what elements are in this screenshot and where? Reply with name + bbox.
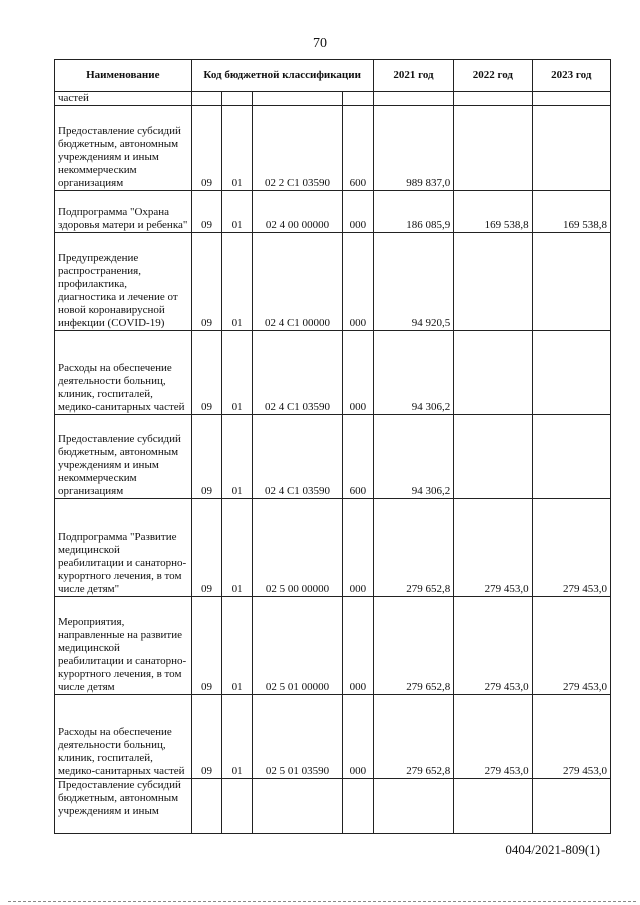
row-chapter: 09 — [191, 415, 222, 499]
row-name: Расходы на обеспечение деятельности больниц, клиник, госпиталей, медико-санитарных частей — [55, 695, 192, 779]
row-target-code: 02 4 C1 03590 — [253, 331, 343, 415]
budget-table — [54, 59, 611, 834]
row-expense-type: 600 — [343, 106, 374, 191]
row-subsection: 01 — [222, 106, 253, 191]
row-name: Предоставление субсидий бюджетным, автономным учреждениям и иным некоммерческим организациям — [55, 106, 192, 191]
row-subsection — [222, 779, 253, 834]
row-2021: 186 085,9 — [373, 191, 453, 233]
bottom-divider — [8, 901, 636, 902]
document-code: 0404/2021-809(1) — [505, 842, 600, 857]
row-chapter: 09 — [191, 695, 222, 779]
table-row — [55, 415, 611, 499]
row-2023 — [532, 233, 610, 331]
table-row — [55, 191, 611, 233]
row-name: Мероприятия, направленные на развитие медицинской реабилитации и санаторно-курортного лечения, в том числе детям — [55, 597, 192, 695]
row-target-code: 02 2 C1 03590 — [253, 106, 343, 191]
table-row — [55, 106, 611, 191]
table-header-row — [55, 60, 611, 92]
header-code: Код бюджетной классификации — [191, 60, 373, 92]
header-2021: 2021 год — [373, 60, 453, 92]
row-target-code: 02 4 C1 03590 — [253, 415, 343, 499]
header-2023: 2023 год — [532, 60, 610, 92]
continuation-row — [55, 92, 611, 106]
row-target-code: 02 5 01 03590 — [253, 695, 343, 779]
row-2023 — [532, 415, 610, 499]
row-target-code: 02 4 00 00000 — [253, 191, 343, 233]
row-target-code: 02 4 C1 00000 — [253, 233, 343, 331]
row-2023 — [532, 106, 610, 191]
row-name: Подпрограмма "Развитие медицинской реабилитации и санаторно-курортного лечения, в том числе детям" — [55, 499, 192, 597]
row-chapter — [191, 779, 222, 834]
row-2021: 989 837,0 — [373, 106, 453, 191]
row-2021: 279 652,8 — [373, 695, 453, 779]
row-subsection: 01 — [222, 415, 253, 499]
row-2023: 279 453,0 — [532, 597, 610, 695]
row-subsection: 01 — [222, 233, 253, 331]
table-row — [55, 597, 611, 695]
row-2021: 94 306,2 — [373, 331, 453, 415]
row-2021: 279 652,8 — [373, 499, 453, 597]
row-2022: 279 453,0 — [454, 597, 532, 695]
page-number: 70 — [313, 36, 327, 51]
row-2022 — [454, 233, 532, 331]
row-chapter: 09 — [191, 331, 222, 415]
row-chapter: 09 — [191, 597, 222, 695]
row-subsection: 01 — [222, 331, 253, 415]
row-chapter: 09 — [191, 499, 222, 597]
row-2022 — [454, 331, 532, 415]
row-name: Расходы на обеспечение деятельности больниц, клиник, госпиталей, медико-санитарных частей — [55, 331, 192, 415]
row-target-code: 02 5 00 00000 — [253, 499, 343, 597]
row-subsection: 01 — [222, 191, 253, 233]
row-2022 — [454, 415, 532, 499]
row-2022: 279 453,0 — [454, 499, 532, 597]
row-subsection: 01 — [222, 499, 253, 597]
row-expense-type: 600 — [343, 415, 374, 499]
table-row — [55, 499, 611, 597]
row-chapter: 09 — [191, 191, 222, 233]
row-2023: 279 453,0 — [532, 695, 610, 779]
row-2023: 169 538,8 — [532, 191, 610, 233]
row-expense-type: 000 — [343, 191, 374, 233]
row-2021: 94 920,5 — [373, 233, 453, 331]
table-row — [55, 331, 611, 415]
row-2022: 169 538,8 — [454, 191, 532, 233]
row-target-code: 02 5 01 00000 — [253, 597, 343, 695]
table-row — [55, 695, 611, 779]
header-2022: 2022 год — [454, 60, 532, 92]
table-row — [55, 233, 611, 331]
row-2022 — [454, 106, 532, 191]
row-2023: 279 453,0 — [532, 499, 610, 597]
row-target-code — [253, 779, 343, 834]
row-expense-type: 000 — [343, 499, 374, 597]
row-name: Предупреждение распространения, профилактика, диагностика и лечение от новой коронавирусной инфекции (COVID-19) — [55, 233, 192, 331]
row-expense-type: 000 — [343, 695, 374, 779]
row-expense-type: 000 — [343, 597, 374, 695]
row-chapter: 09 — [191, 233, 222, 331]
row-2022 — [454, 779, 532, 834]
row-name: частей — [55, 92, 192, 106]
row-2022: 279 453,0 — [454, 695, 532, 779]
row-name: Подпрограмма "Охрана здоровья матери и ребенка" — [55, 191, 192, 233]
row-2021 — [373, 779, 453, 834]
row-expense-type: 000 — [343, 233, 374, 331]
row-subsection: 01 — [222, 597, 253, 695]
row-2021: 94 306,2 — [373, 415, 453, 499]
row-2021: 279 652,8 — [373, 597, 453, 695]
row-2023 — [532, 331, 610, 415]
row-expense-type — [343, 779, 374, 834]
row-chapter: 09 — [191, 106, 222, 191]
row-subsection: 01 — [222, 695, 253, 779]
row-name: Предоставление субсидий бюджетным, автономным учреждениям и иным некоммерческим организациям — [55, 415, 192, 499]
table-row — [55, 779, 611, 834]
row-2023 — [532, 779, 610, 834]
header-name: Наименование — [55, 60, 192, 92]
row-name: Предоставление субсидий бюджетным, автономным учреждениям и иным — [55, 779, 192, 834]
row-expense-type: 000 — [343, 331, 374, 415]
